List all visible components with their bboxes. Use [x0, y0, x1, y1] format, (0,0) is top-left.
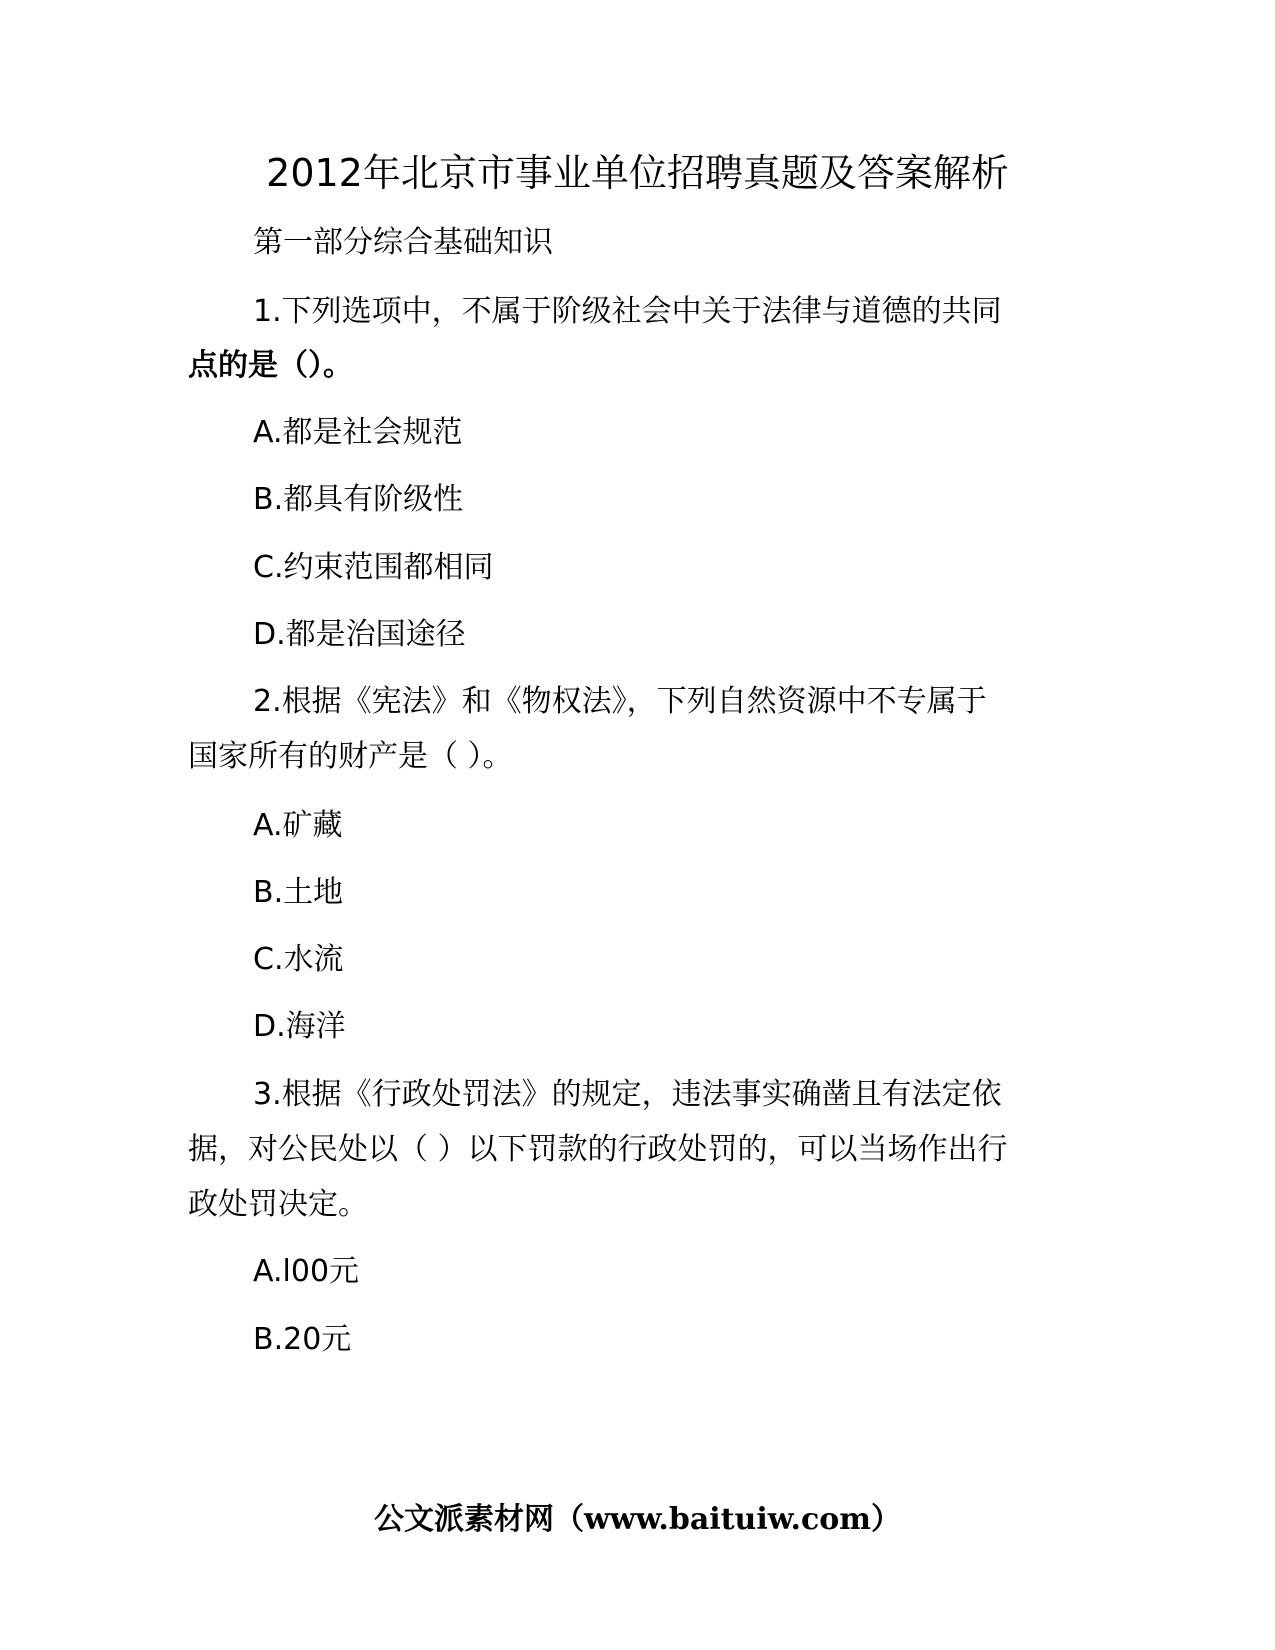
question-1-option-b: B.都具有阶级性	[253, 482, 464, 517]
question-3-text-cont: 据，对公民处以（ ）以下罚款的行政处罚的，可以当场作出行	[188, 1132, 1008, 1167]
question-2-option-a: A.矿藏	[253, 808, 343, 843]
question-2-option-c: C.水流	[253, 942, 344, 977]
question-3-option-a: A.l00元	[253, 1254, 360, 1289]
question-2-text: 2.根据《宪法》和《物权法》，下列自然资源中不专属于	[253, 684, 987, 719]
question-2-text-cont: 国家所有的财产是（ ）。	[188, 739, 513, 774]
question-3-text-cont-2: 政处罚决定。	[188, 1187, 368, 1222]
question-2-option-b: B.土地	[253, 875, 344, 910]
question-3-text: 3.根据《行政处罚法》的规定，违法事实确凿且有法定依	[253, 1077, 1002, 1112]
section-heading: 第一部分综合基础知识	[253, 225, 553, 260]
question-1-text-cont: 点的是（）。	[188, 348, 353, 383]
question-1-text: 1.下列选项中，不属于阶级社会中关于法律与道德的共同	[253, 294, 1002, 329]
question-3-option-b: B.20元	[253, 1322, 352, 1357]
question-1-option-c: C.约束范围都相同	[253, 550, 494, 585]
document-title: 2012年北京市事业单位招聘真题及答案解析	[266, 151, 1009, 195]
question-1-option-a: A.都是社会规范	[253, 415, 463, 450]
page-footer-watermark: 公文派素材网（www.baituiw.com）	[373, 1502, 902, 1537]
question-2-option-d: D.海洋	[253, 1009, 346, 1044]
question-1-option-d: D.都是治国途径	[253, 617, 466, 652]
